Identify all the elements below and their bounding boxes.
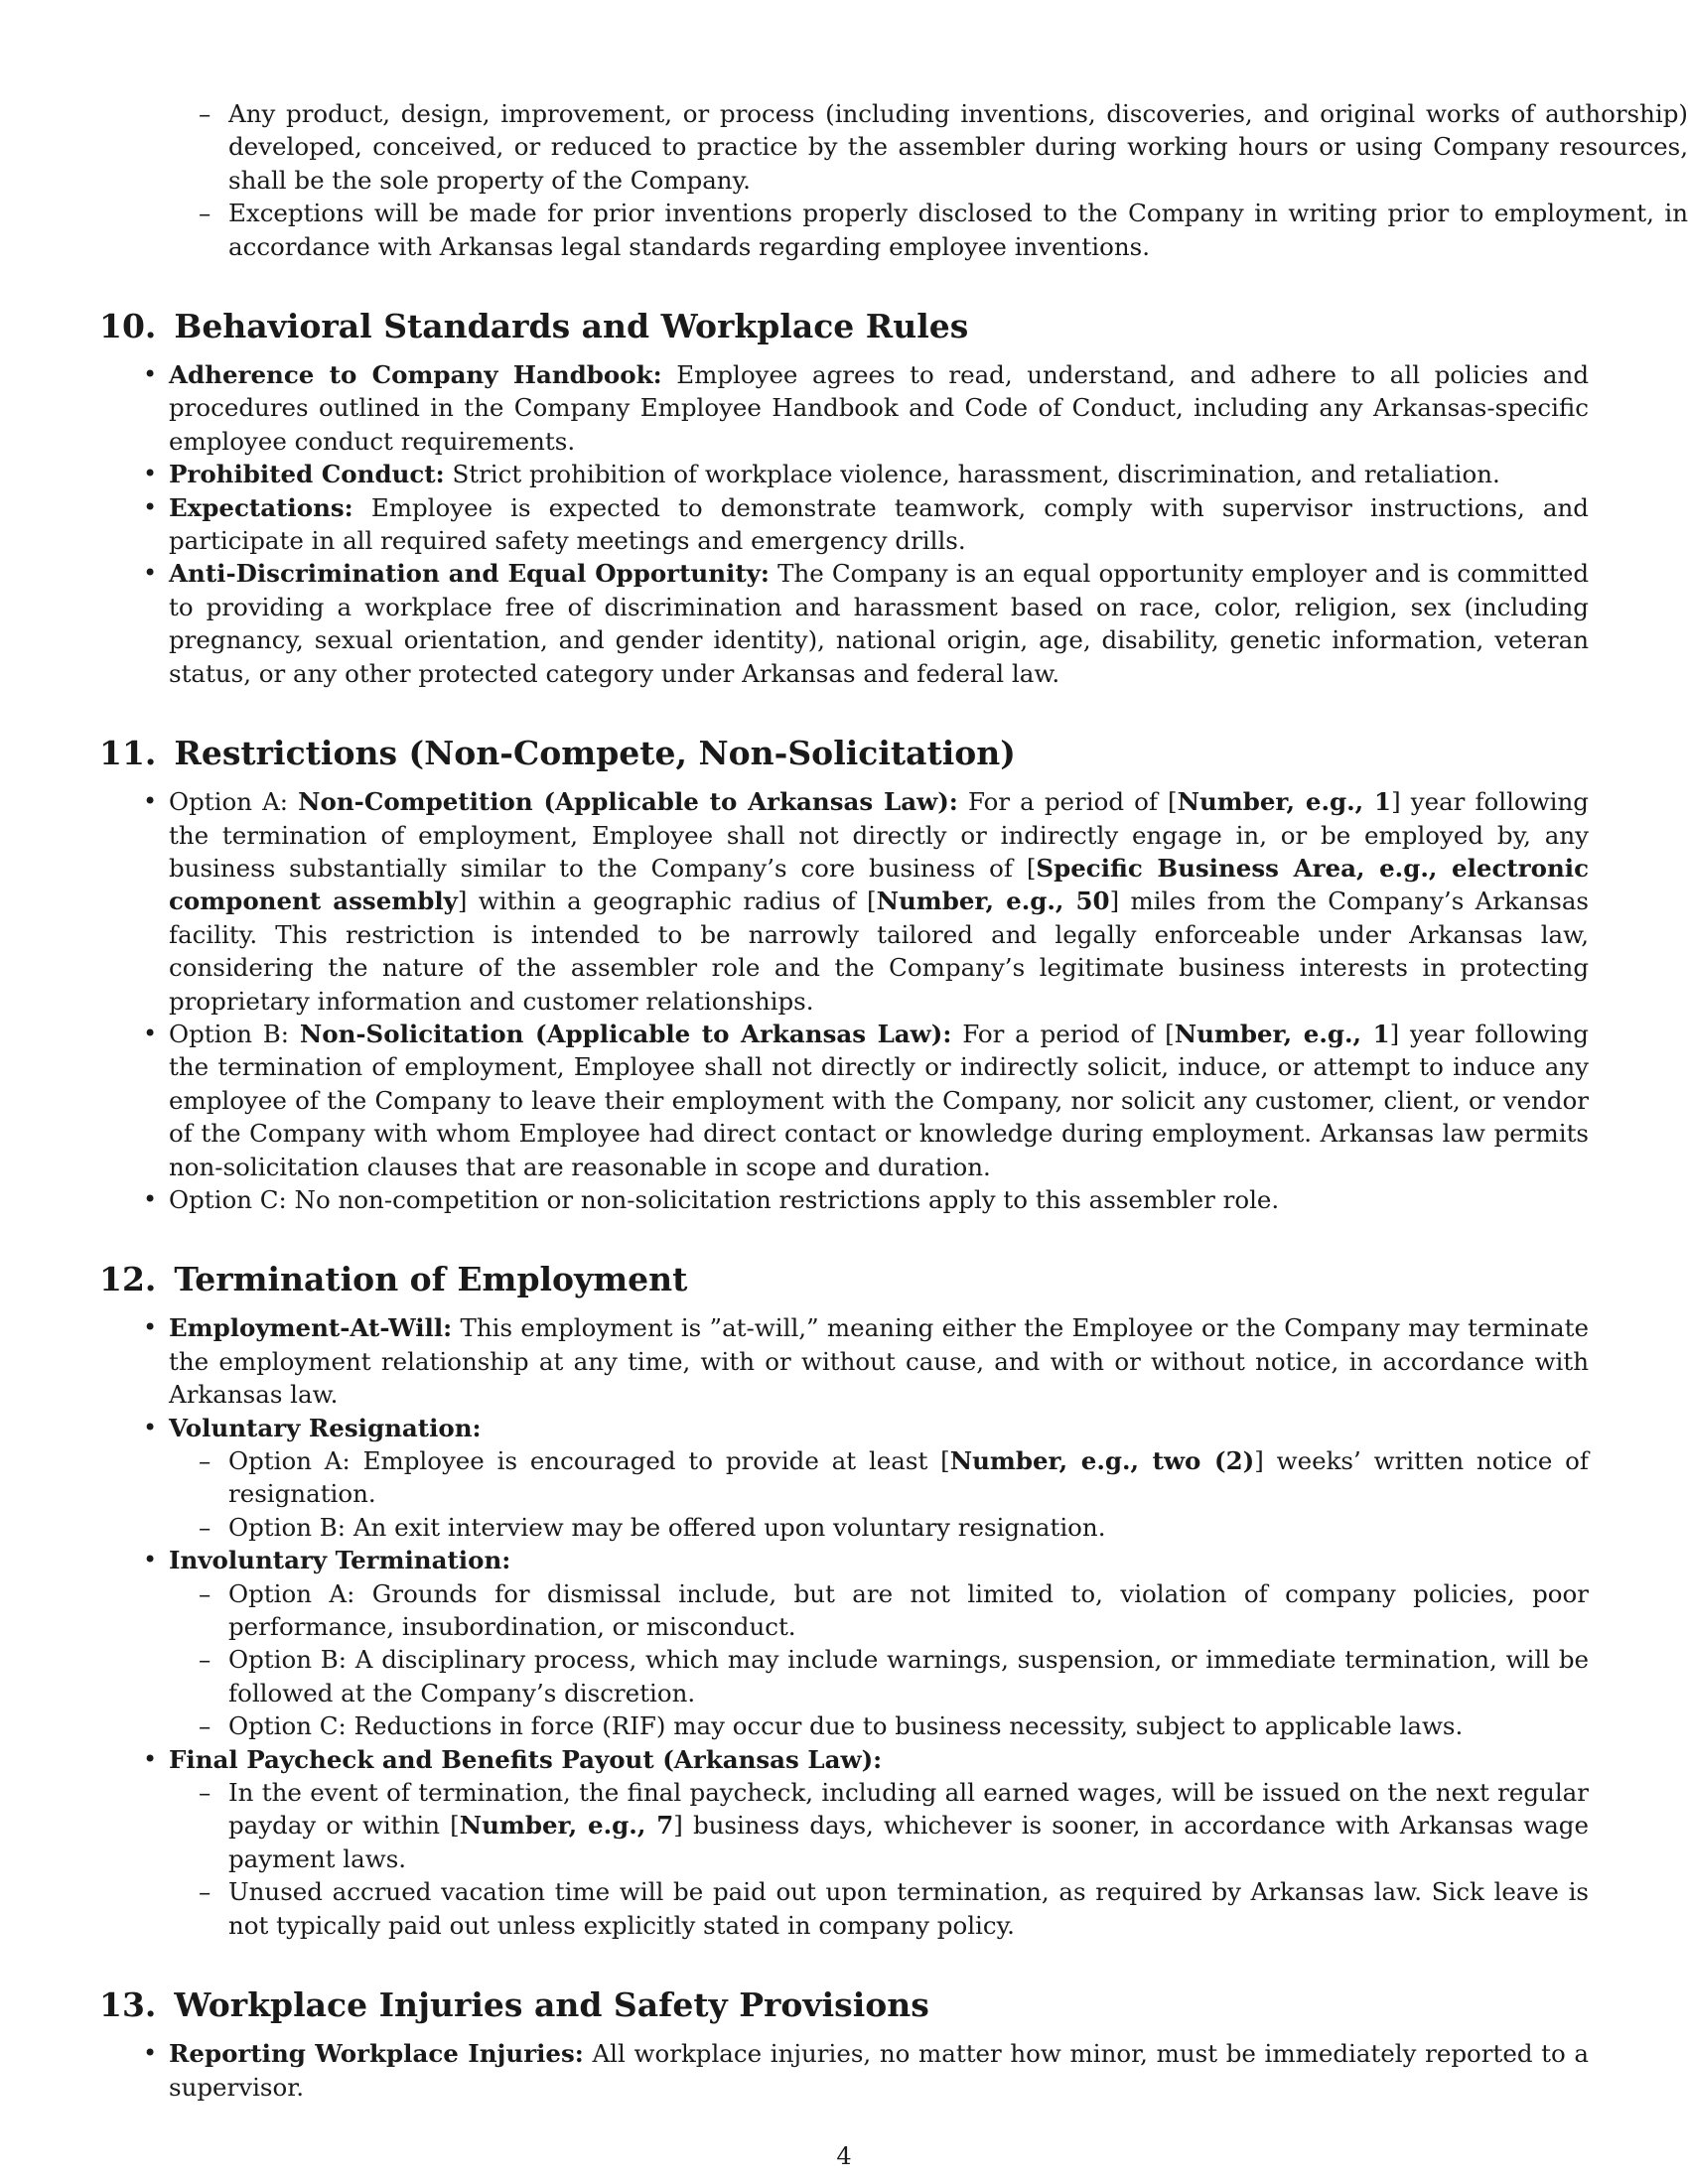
list-item xyxy=(169,358,1589,458)
section-number: 12. xyxy=(99,1260,157,1299)
final-paycheck-sublist xyxy=(228,1776,1589,1942)
section-12-list xyxy=(169,1311,1589,1942)
item-label: Involuntary Termination: xyxy=(169,1546,511,1575)
text-run: Option B: xyxy=(169,1019,300,1048)
voluntary-sublist xyxy=(228,1444,1589,1544)
involuntary-sublist xyxy=(228,1577,1589,1743)
placeholder-value: Number, e.g., 1 xyxy=(1174,1019,1390,1048)
list-item xyxy=(169,1412,1589,1545)
item-label: Voluntary Resignation: xyxy=(169,1413,482,1442)
section-title: Behavioral Standards and Workplace Rules xyxy=(174,307,969,346)
section-number: 11. xyxy=(99,734,157,773)
list-item xyxy=(169,2037,1589,2104)
page-content xyxy=(99,97,1688,2104)
section-11-list xyxy=(169,785,1589,1216)
intro-list xyxy=(228,97,1688,263)
sublist-item xyxy=(228,1776,1589,1875)
list-item xyxy=(169,1018,1589,1183)
item-text: This employment is ”at-will,” meaning either the Employee or the Company may terminate the employment relationship at any time, with or without cause, and with or without notice, in accordance with Arkansas law. xyxy=(169,1313,1589,1410)
list-item xyxy=(169,1544,1589,1742)
sublist-item: – Option B: An exit interview may be offered upon voluntary resignation. xyxy=(228,1511,1589,1544)
text-run: ] business days, whichever is sooner, in accordance with Arkansas wage payment laws. xyxy=(228,1811,1589,1873)
item-label: Final Paycheck and Benefits Payout (Arkansas Law): xyxy=(169,1744,883,1774)
item-text: Employee is expected to demonstrate teamwork, comply with supervisor instructions, and participate in all required safety meetings and emergency drills. xyxy=(169,492,1589,556)
placeholder-value: Number, e.g., 1 xyxy=(1177,787,1392,817)
text-run: ] within a geographic radius of [ xyxy=(457,887,877,916)
placeholder-value: Number, e.g., 7 xyxy=(459,1811,674,1841)
section-10-list xyxy=(169,358,1589,690)
section-heading-12 xyxy=(99,1258,1589,1301)
item-label: Non-Solicitation (Applicable to Arkansas Law): xyxy=(299,1019,952,1048)
sublist-item: – Option A: Grounds for dismissal include, but are not limited to, violation of company policies, poor performance, insubordination, or misconduct. xyxy=(228,1577,1589,1644)
list-item xyxy=(169,491,1589,558)
list-item: – Any product, design, improvement, or process (including inventions, discoveries, and original works of authorship) developed, conceived, or reduced to practice by the assembler during working hours or using Company resources, shall be the sole property of the Company. xyxy=(228,97,1688,197)
section-title: Termination of Employment xyxy=(174,1260,688,1299)
placeholder-value: Number, e.g., two (2) xyxy=(949,1446,1255,1475)
sublist-item: – Unused accrued vacation time will be paid out upon termination, as required by Arkansas law. Sick leave is not typically paid out unless explicitly stated in company policy. xyxy=(228,1875,1589,1942)
list-item: – Exceptions will be made for prior inventions properly disclosed to the Company in writing prior to employment, in accordance with Arkansas legal standards regarding employee inventions. xyxy=(228,197,1688,263)
text-run: ] year following the termination of employment, Employee shall not directly or indirectly engage in, or be employed by, any business substantially similar to the Company’s core business of [ xyxy=(169,787,1589,883)
list-item xyxy=(169,458,1589,490)
section-heading-10 xyxy=(99,305,1589,348)
list-item xyxy=(169,557,1589,690)
text-run: ] miles from the Company’s Arkansas facility. This restriction is intended to be narrowly tailored and legally enforceable under Arkansas law, considering the nature of the assembler role and the Company’s legitimate business interests in protecting proprietary information and customer relationships. xyxy=(169,887,1589,1016)
section-number: 10. xyxy=(99,307,157,346)
item-text: Employee agrees to read, understand, and adhere to all policies and procedures outlined in the Company Employee Handbook and Code of Conduct, including any Arkansas-specific employee conduct requirements. xyxy=(169,360,1590,456)
list-item: • Option C: No non-competition or non-solicitation restrictions apply to this assembler role. xyxy=(169,1183,1589,1216)
sublist-item xyxy=(228,1444,1589,1511)
sublist-item: – Option B: A disciplinary process, which may include warnings, suspension, or immediate termination, will be followed at the Company’s discretion. xyxy=(228,1643,1589,1709)
page-number: 4 xyxy=(836,2142,852,2170)
item-label: Prohibited Conduct: xyxy=(169,460,445,489)
section-title: Restrictions (Non-Compete, Non-Solicitation) xyxy=(174,734,1016,773)
text-run: Option A: Employee is encouraged to provide at least [ xyxy=(228,1446,950,1475)
item-label: Adherence to Company Handbook: xyxy=(169,360,662,390)
section-13-list xyxy=(169,2037,1589,2104)
placeholder-value: Specific Business Area, e.g., electronic component assembly xyxy=(169,853,1589,916)
section-number: 13. xyxy=(99,1985,157,2025)
text-run: ] year following the termination of employment, Employee shall not directly or indirectly solicit, induce, or attempt to induce any employee of the Company to leave their employment with the Company, nor solicit any customer, client, or vendor of the Company with whom Employee had direct contact or knowledge during employment. Arkansas law permits non-solicitation clauses that are reasonable in scope and duration. xyxy=(169,1019,1589,1181)
text-run: Option A: xyxy=(169,787,299,817)
item-text: All workplace injuries, no matter how minor, must be immediately reported to a supervisor. xyxy=(169,2039,1590,2102)
item-text: The Company is an equal opportunity employer and is committed to providing a workplace free of discrimination and harassment based on race, color, religion, sex (including pregnancy, sexual orientation, and gender identity), national origin, age, disability, genetic information, veteran status, or any other protected category under Arkansas and federal law. xyxy=(169,559,1589,688)
item-label: Expectations: xyxy=(169,492,353,522)
item-label: Non-Competition (Applicable to Arkansas Law): xyxy=(298,787,958,817)
list-item xyxy=(169,1311,1589,1411)
list-item xyxy=(169,785,1589,1018)
section-heading-13 xyxy=(99,1983,1589,2027)
item-label: Reporting Workplace Injuries: xyxy=(169,2039,584,2069)
item-label: Employment-At-Will: xyxy=(169,1313,453,1343)
text-run: ] weeks’ written notice of resignation. xyxy=(228,1446,1590,1509)
text-run: For a period of [ xyxy=(957,787,1178,817)
section-heading-11 xyxy=(99,732,1589,775)
item-label: Anti-Discrimination and Equal Opportunity: xyxy=(169,559,770,589)
sublist-item: – Option C: Reductions in force (RIF) may occur due to business necessity, subject to applicable laws. xyxy=(228,1709,1589,1742)
item-text: Strict prohibition of workplace violence, harassment, discrimination, and retaliation. xyxy=(444,460,1500,489)
text-run: In the event of termination, the final paycheck, including all earned wages, will be issued on the next regular payday or within [ xyxy=(228,1778,1589,1841)
placeholder-value: Number, e.g., 50 xyxy=(876,887,1110,916)
list-item xyxy=(169,1743,1589,1942)
section-title: Workplace Injuries and Safety Provisions xyxy=(174,1985,929,2025)
text-run: For a period of [ xyxy=(951,1019,1175,1048)
